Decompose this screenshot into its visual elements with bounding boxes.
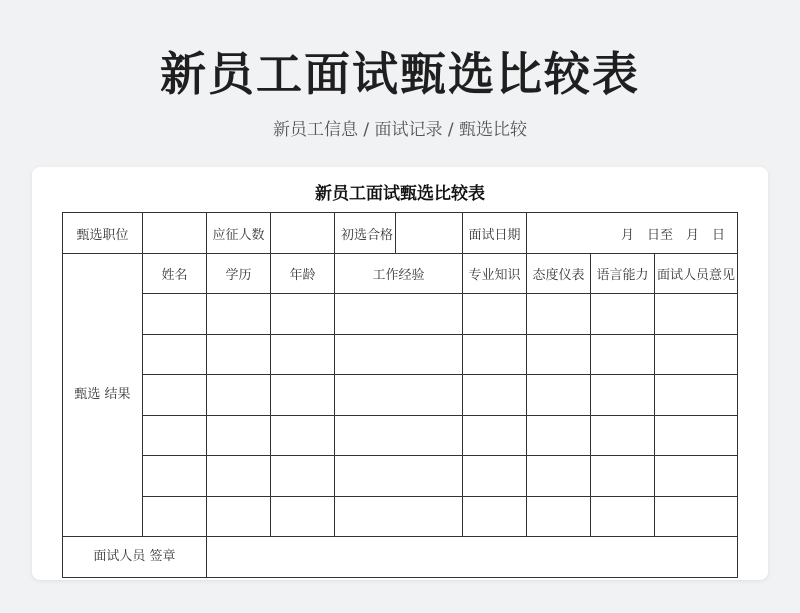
table-cell[interactable] xyxy=(143,334,207,375)
table-cell[interactable] xyxy=(655,334,738,375)
result-label: 甄选 结果 xyxy=(63,254,143,537)
applicants-label: 应征人数 xyxy=(207,213,271,254)
applicants-value[interactable] xyxy=(271,213,335,254)
preliminary-label-cell xyxy=(335,213,463,254)
table-cell[interactable] xyxy=(655,294,738,335)
col-age: 年龄 xyxy=(271,254,335,294)
table-row xyxy=(63,456,738,497)
col-name: 姓名 xyxy=(143,254,207,294)
col-experience: 工作经验 xyxy=(335,254,463,294)
table-cell[interactable] xyxy=(527,334,591,375)
form-card xyxy=(32,167,768,580)
table-cell[interactable] xyxy=(591,334,655,375)
interview-date-label: 面试日期 xyxy=(463,213,527,254)
table-cell[interactable] xyxy=(463,456,527,497)
table-cell[interactable] xyxy=(335,456,463,497)
col-language: 语言能力 xyxy=(591,254,655,294)
table-cell[interactable] xyxy=(463,415,527,456)
table-cell[interactable] xyxy=(143,415,207,456)
table-cell[interactable] xyxy=(271,294,335,335)
table-cell[interactable] xyxy=(335,294,463,335)
table-cell[interactable] xyxy=(207,496,271,537)
table-cell[interactable] xyxy=(591,415,655,456)
table-cell[interactable] xyxy=(271,375,335,416)
table-row xyxy=(63,334,738,375)
table-cell[interactable] xyxy=(271,496,335,537)
table-cell[interactable] xyxy=(527,496,591,537)
table-cell[interactable] xyxy=(527,415,591,456)
table-cell[interactable] xyxy=(335,415,463,456)
table-cell[interactable] xyxy=(207,456,271,497)
col-interviewer-opinion: 面试人员意见 xyxy=(655,254,738,294)
col-education: 学历 xyxy=(207,254,271,294)
col-knowledge: 专业知识 xyxy=(463,254,527,294)
table-cell[interactable] xyxy=(271,334,335,375)
table-cell[interactable] xyxy=(463,496,527,537)
table-cell[interactable] xyxy=(335,375,463,416)
table-cell[interactable] xyxy=(143,456,207,497)
table-cell[interactable] xyxy=(527,456,591,497)
col-attitude: 态度仪表 xyxy=(527,254,591,294)
interview-table xyxy=(62,212,738,578)
table-cell[interactable] xyxy=(463,334,527,375)
table-cell[interactable] xyxy=(143,496,207,537)
table-cell[interactable] xyxy=(335,334,463,375)
signature-value[interactable] xyxy=(207,537,738,578)
position-label: 甄选职位 xyxy=(63,213,143,254)
signature-label: 面试人员 签章 xyxy=(63,537,207,578)
table-cell[interactable] xyxy=(527,375,591,416)
breadcrumb: 新员工信息 / 面试记录 / 甄选比较 xyxy=(272,120,528,140)
table-cell[interactable] xyxy=(335,496,463,537)
signature-row xyxy=(63,537,738,578)
table-cell[interactable] xyxy=(655,496,738,537)
table-cell[interactable] xyxy=(527,294,591,335)
table-cell[interactable] xyxy=(655,456,738,497)
preliminary-label: 初选合格 xyxy=(341,227,394,243)
header-info-row xyxy=(63,213,738,254)
table-cell[interactable] xyxy=(655,415,738,456)
table-cell[interactable] xyxy=(591,294,655,335)
table-cell[interactable] xyxy=(207,375,271,416)
table-cell[interactable] xyxy=(591,496,655,537)
table-row xyxy=(63,496,738,537)
table-cell[interactable] xyxy=(271,415,335,456)
table-row xyxy=(63,415,738,456)
table-cell[interactable] xyxy=(207,415,271,456)
table-cell[interactable] xyxy=(143,375,207,416)
interview-date-value[interactable]: 月 日至 月 日 xyxy=(527,213,738,254)
table-row xyxy=(63,294,738,335)
sheet-title: 新员工面试甄选比较表 xyxy=(315,184,485,204)
table-cell[interactable] xyxy=(207,334,271,375)
table-cell[interactable] xyxy=(143,294,207,335)
table-row xyxy=(63,375,738,416)
position-value[interactable] xyxy=(143,213,207,254)
table-cell[interactable] xyxy=(271,456,335,497)
table-cell[interactable] xyxy=(591,456,655,497)
table-cell[interactable] xyxy=(655,375,738,416)
table-cell[interactable] xyxy=(207,294,271,335)
page-title: 新员工面试甄选比较表 xyxy=(160,47,640,101)
table-cell[interactable] xyxy=(463,375,527,416)
table-cell[interactable] xyxy=(591,375,655,416)
column-header-row xyxy=(63,254,738,294)
table-cell[interactable] xyxy=(463,294,527,335)
